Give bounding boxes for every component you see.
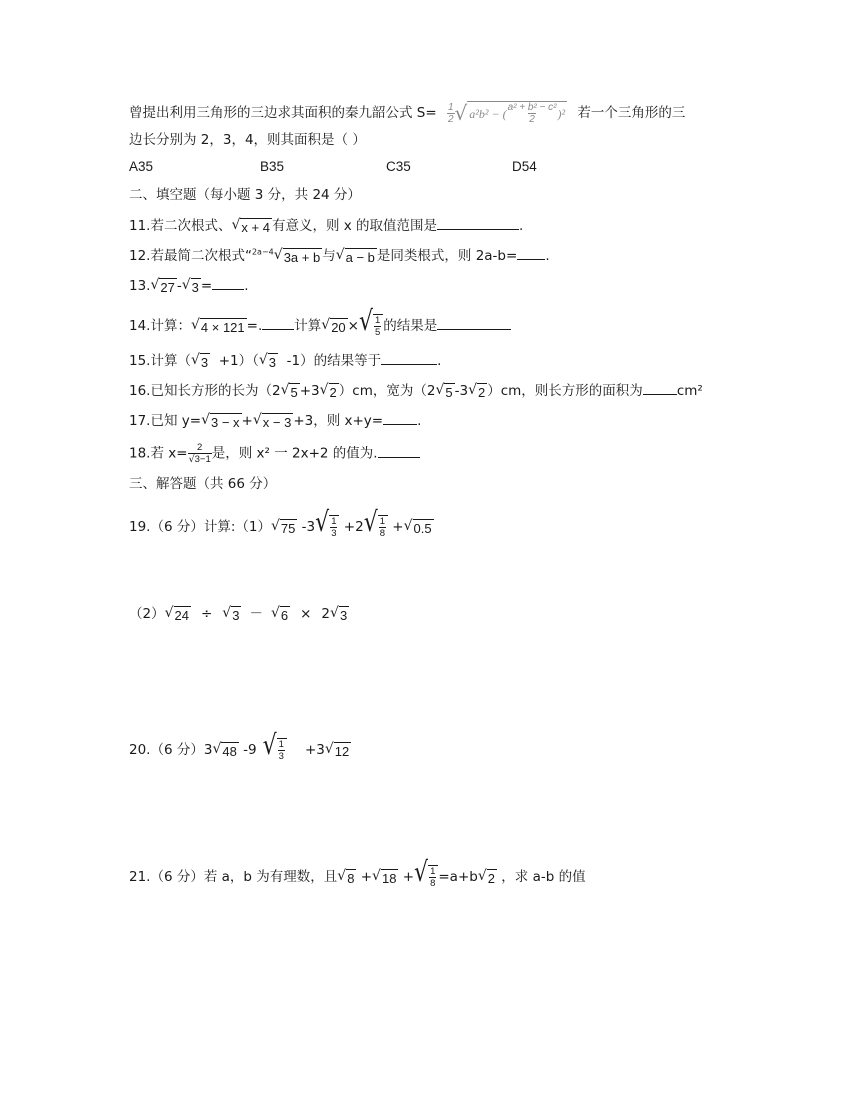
answer-blank[interactable] [643, 380, 677, 395]
radical: √ 24 [164, 605, 189, 623]
fraction: $\frac{2}{√3-1}$ [188, 442, 211, 465]
q17: 17.已知 y= √ 3 − x + √ x − 3 +3，则 x+y= . [129, 412, 422, 430]
q10-line-2: 边长分别为 2，3，4，则其面积是（ ） [129, 132, 366, 148]
q12: 12.若最简二次根式“$^{2a-4}$ √ 3a + b 与 √ a − b 是同类根式，则 2a-b= . [129, 247, 550, 265]
root-index: 2a−4 [251, 247, 274, 257]
radical-fraction: √ $\frac{1}{8}$ [364, 512, 388, 542]
radical-fraction: √ $\frac{1}{5}$ [359, 311, 383, 341]
radical: √ 18 [372, 868, 397, 886]
q21: 21.（6 分）若 a，b 为有理数，且 √ 8 + √ 18 + √ $\frac{1}{8}$ =a+b √ 2 ，求 a-b 的值 [129, 862, 586, 892]
radical: √ x − 3 [252, 412, 292, 430]
radical: √ 3 [258, 352, 277, 370]
q14: 14.计算： √ 4 × 121 =. 计算 √ 20 × √ $\frac{1}{5}$ 的结果是 [129, 311, 511, 341]
answer-blank[interactable] [378, 443, 420, 458]
radical: √ 3 [330, 605, 348, 623]
radical: √ 3a + b [273, 247, 321, 265]
radical: √ 3 − x [201, 412, 240, 430]
radical: √ 6 [270, 605, 289, 623]
answer-blank[interactable] [437, 215, 519, 230]
q16: 16.已知长方形的长为（2 √ 5 +3 √ 2 ）cm，宽为（2 √ 5 -3 √ 2 ）cm，则长方形的面积为 cm² [129, 382, 703, 400]
radical: √ 0.5 [403, 518, 432, 536]
q19-part-2: （2） √ 24 ÷ √ 3 － √ 6 × 2 √ 3 [129, 605, 348, 623]
radical: √ 2 [477, 868, 495, 886]
radical: √ x + 4 [231, 217, 270, 235]
q10-text: 曾提出利用三角形的三边求其面积的秦九韶公式 S= [129, 105, 437, 121]
radical: √ 2 [319, 382, 337, 400]
radical: √ 75 [271, 518, 296, 536]
radical: √ 8 [337, 868, 355, 886]
radical-fraction: √ $\frac{1}{3}$ [315, 512, 339, 542]
section-3-title: 三、解答题（共 66 分） [129, 476, 277, 492]
radical: √ 12 [324, 741, 350, 759]
choice-b: B35 [260, 159, 285, 174]
heron-formula-image [447, 101, 567, 125]
radical: √ 5 [435, 382, 453, 400]
radical: √ 20 [321, 317, 346, 335]
q20: 20.（6 分）3 √ 48 -9 √ $\frac{1}{3}$ +3 √ 12 [129, 735, 351, 765]
answer-blank[interactable] [212, 275, 244, 290]
choice-a: A35 [129, 159, 154, 174]
answer-blank[interactable] [437, 315, 511, 330]
radical: √ 2 [468, 382, 486, 400]
section-2-title: 二、填空题（每小题 3 分，共 24 分） [129, 187, 361, 203]
choice-c: C35 [386, 159, 411, 174]
formula-coefficient: $\frac{1}{2}$ [447, 101, 454, 125]
formula-radicand: a²b² − ( $\frac{\text{a² + b² − c²}}{2}$ )² [469, 102, 566, 125]
answer-blank[interactable] [517, 245, 545, 260]
q10-text-tail: 若一个三角形的三 [577, 105, 686, 121]
answer-blank[interactable] [383, 410, 417, 425]
choice-d: D54 [512, 159, 537, 174]
radical-fraction: √ $\frac{1}{8}$ [414, 862, 438, 892]
q19-part-1: 19.（6 分）计算:（1） √ 75 -3 √ $\frac{1}{3}$ +2 √ $\frac{1}{8}$ + √ 0.5 [129, 512, 434, 542]
radical: √ 48 [212, 741, 237, 759]
answer-blank[interactable] [381, 350, 437, 365]
radical: √ 3 [222, 605, 240, 623]
formula-radical-sign: √ [454, 101, 468, 125]
q13: 13. √ 27 - √ 3 = . [129, 277, 249, 295]
radical: √ 3 [190, 352, 209, 370]
radical: √ 3 [181, 277, 199, 295]
radical-fraction: √ $\frac{1}{3}$ [263, 735, 287, 765]
q15: 15.计算（ √ 3 +1）（ √ 3 -1）的结果等于 . [129, 352, 442, 370]
radical: √ a − b [335, 247, 375, 265]
radical: √ 4 × 121 [190, 317, 245, 335]
q11: 11.若二次根式、 √ x + 4 有意义，则 x 的取值范围是 . [129, 217, 524, 235]
q10-line-1 [129, 101, 685, 125]
radical: √ 27 [150, 277, 175, 295]
answer-blank[interactable] [262, 315, 294, 330]
radical: √ 5 [280, 382, 298, 400]
q18: 18.若 x= $\frac{2}{√3-1}$ 是，则 x² 一 2x+2 的值为. [129, 442, 420, 465]
